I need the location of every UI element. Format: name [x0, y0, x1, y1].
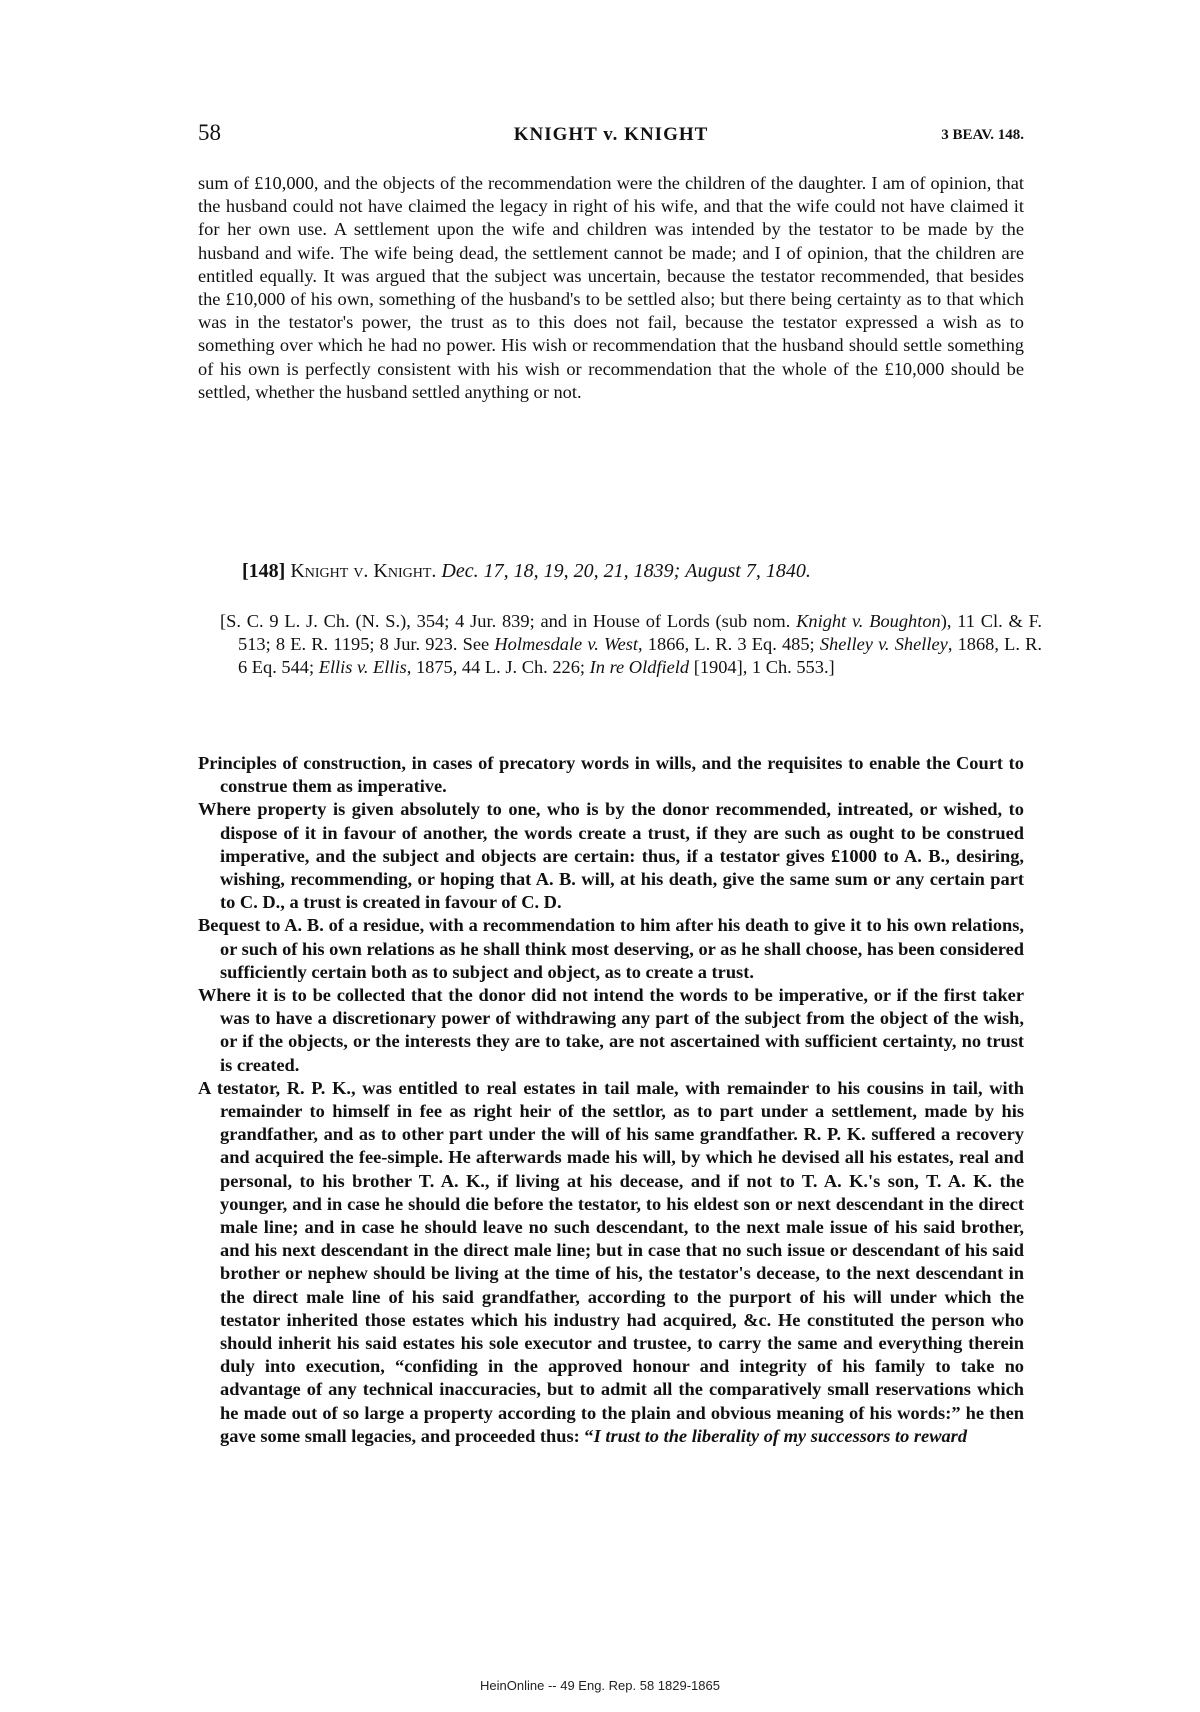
- citation-text: , 1875, 44 L. J. Ch. 226;: [406, 657, 590, 678]
- citation-text: , 1868, L. R. 6 Eq. 544;: [238, 634, 1043, 678]
- report-reference: 3 BEAV. 148.: [941, 127, 1024, 143]
- headnotes: [198, 752, 1024, 1448]
- citation-text: [S. C. 9 L. J. Ch. (N. S.), 354; 4 Jur. 839; and in House of Lords (sub nom.: [220, 611, 797, 631]
- source-footer: HeinOnline -- 49 Eng. Rep. 58 1829-1865: [480, 1678, 720, 1693]
- headnote: Where property is given absolutely to one, who is by the donor recommended, intreated, or wished, to dispose of it in favour of another, the words create a trust, if they are such as ought to be construed imperative, and the subject and objects are certain: thus, if a testator gives £1000 to A. B., desiring, wishing, recommending, or hoping that A. B. will, at his death, give the same sum or any certain part to C. D., a trust is created in favour of C. D.: [198, 799, 1024, 913]
- citation-text: [1904], 1 Ch. 553.]: [689, 657, 835, 678]
- case-page-marker: [148]: [242, 560, 286, 582]
- citation-case: Knight v. Boughton: [796, 611, 941, 631]
- page-number: 58: [198, 120, 221, 145]
- headnote: Principles of construction, in cases of precatory words in wills, and the requisites to enable the Court to construe them as imperative.: [198, 753, 1024, 797]
- case-judgment-date: August 7, 1840.: [685, 560, 811, 582]
- citation-text: , 1866, L. R. 3 Eq. 485;: [638, 634, 820, 655]
- case-dates: Dec. 17, 18, 19, 20, 21, 1839;: [441, 560, 681, 582]
- citations-block: [220, 610, 1042, 680]
- citation-case: Holmesdale v. West: [494, 634, 639, 655]
- citation-case: Ellis v. Ellis: [318, 657, 407, 678]
- headnote-quote: I trust to the liberality of my successors to reward: [593, 1425, 968, 1446]
- case-parties: Knight v. Knight.: [290, 560, 437, 582]
- opening-paragraph: sum of £10,000, and the objects of the recommendation were the children of the daughter. I am of opinion, that the husband could not have claimed the legacy in right of his wife, and that the wife could not have claimed it for her own use. A settlement upon the wife and children was intended by the testator to be made by the husband and wife. The wife being dead, the settlement cannot be made; and I of opinion, that the children are entitled equally. It was argued that the subject was uncertain, because the testator recommended, that besides the £10,000 of his own, something of the husband's to be settled also; but there being certainty as to that which was in the testator's power, the trust as to this does not fail, because the testator expressed a wish as to something over which he had no power. His wish or recommendation that the husband should settle something of his own is perfectly consistent with his wish or recommendation that the whole of the £10,000 should be settled, whether the husband settled anything or not.: [198, 173, 1024, 402]
- citation-case: In re Oldfield: [589, 657, 690, 678]
- headnote: [198, 1077, 1024, 1448]
- running-head: [198, 120, 1024, 150]
- citation-case: Shelley v. Shelley: [819, 634, 948, 655]
- case-heading: [242, 558, 1032, 584]
- citation-text: ), 11 Cl. & F. 513; 8 E. R. 1195; 8 Jur. 923. See: [238, 611, 1043, 655]
- headnote-text: A testator, R. P. K., was entitled to real estates in tail male, with remainder to his cousins in tail, with remainder to himself in fee as right heir of the settlor, as to part under a settlement, made by his grandfather, and as to other part under the will of his same grandfather. R. P. K. suffered a recovery and acquired the fee-simple. He afterwards made his will, by which he devised all his estates, real and personal, to his brother T. A. K., if living at his decease, and if not to T. A. K.'s son, T. A. K. the younger, and in case he should die before the testator, to his eldest son or next descendant in the direct male line; and in case he should leave no such descendant, to the next male issue of his said brother, and his next descendant in the direct male line; but in case that no such issue or descendant of his said brother or nephew should be living at the time of his, the testator's decease, to the next descendant in the direct male line of his said grandfather, according to the purport of his will under which the testator inherited those estates which his industry had acquired, &c. He constituted the person who should inherit his said estates his sole executor and trustee, to carry the same and everything therein duly into execution, “confiding in the approved honour and integrity of his family to take no advantage of any technical inaccuracies, but to admit all the comparatively small reservations which he made out of so large a property according to the plain and obvious meaning of his words:” he then gave some small legacies, and proceeded thus: “: [198, 1077, 1024, 1446]
- headnote: Bequest to A. B. of a residue, with a recommendation to him after his death to give it to his own relations, or such of his own relations as he shall think most deserving, or as he shall choose, has been considered sufficiently certain both as to subject and object, as to create a trust.: [198, 915, 1024, 982]
- headnote: Where it is to be collected that the donor did not intend the words to be imperative, or if the first taker was to have a discretionary power of withdrawing any part of the subject from the object of the wish, or if the objects, or the interests they are to take, are not ascertained with sufficient certainty, no trust is created.: [198, 985, 1024, 1075]
- running-title: KNIGHT v. KNIGHT: [513, 124, 709, 145]
